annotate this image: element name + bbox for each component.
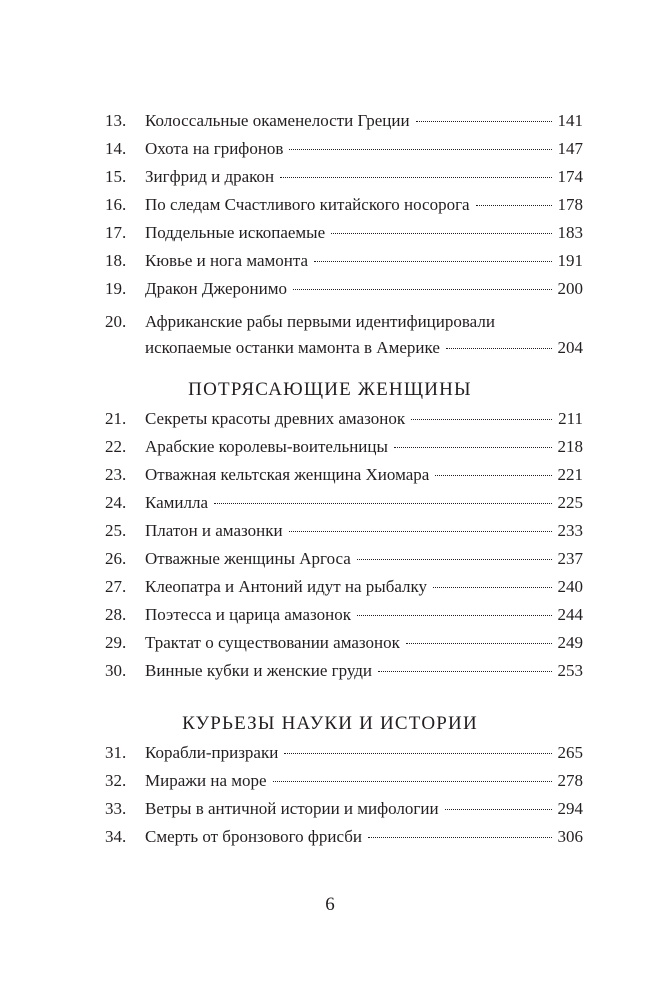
dot-leader bbox=[378, 671, 551, 672]
dot-leader bbox=[368, 837, 552, 838]
dot-leader bbox=[289, 531, 552, 532]
entry-page-number: 183 bbox=[557, 223, 583, 242]
entry-page-number: 211 bbox=[558, 409, 583, 428]
entry-number: 24. bbox=[105, 493, 127, 512]
toc-group-2 bbox=[105, 405, 583, 685]
entry-page-number: 240 bbox=[557, 577, 583, 596]
entry-page-number: 174 bbox=[557, 167, 583, 186]
toc-entry bbox=[105, 767, 583, 795]
entry-page-number: 253 bbox=[557, 661, 583, 680]
section-heading-amazing-women: ПОТРЯСАЮЩИЕ ЖЕНЩИНЫ bbox=[188, 379, 472, 400]
toc-entry bbox=[105, 405, 583, 433]
dot-leader bbox=[445, 809, 552, 810]
entry-title: Ветры в античной истории и мифологии bbox=[145, 799, 439, 818]
entry-number: 19. bbox=[105, 279, 127, 298]
toc-entry bbox=[105, 433, 583, 461]
dot-leader bbox=[416, 121, 552, 122]
toc-entry bbox=[105, 657, 583, 685]
entry-number: 32. bbox=[105, 771, 127, 790]
entry-title: Отважная кельтская женщина Хиомара bbox=[145, 465, 430, 484]
toc-entry bbox=[105, 489, 583, 517]
toc-entry bbox=[105, 629, 583, 657]
dot-leader bbox=[435, 475, 551, 476]
entry-title: Клеопатра и Антоний идут на рыбалку bbox=[145, 577, 428, 596]
entry-title: Миражи на море bbox=[145, 771, 267, 790]
entry-page-number: 200 bbox=[557, 279, 583, 298]
toc-entry bbox=[105, 823, 583, 851]
entry-title: Отважные женщины Аргоса bbox=[145, 549, 351, 568]
toc-entry bbox=[105, 739, 583, 767]
toc-group-1 bbox=[105, 107, 583, 303]
entry-page-number: 237 bbox=[557, 549, 583, 568]
entry-title-line-1: Африканские рабы первыми идентифицировали bbox=[145, 312, 495, 331]
dot-leader bbox=[357, 559, 552, 560]
toc-entry bbox=[105, 517, 583, 545]
entry-title: По следам Счастливого китайского носорога bbox=[145, 195, 470, 214]
dot-leader bbox=[406, 643, 552, 644]
toc-entry bbox=[105, 135, 583, 163]
entry-number: 17. bbox=[105, 223, 127, 242]
entry-number: 33. bbox=[105, 799, 127, 818]
entry-number: 23. bbox=[105, 465, 127, 484]
dot-leader bbox=[357, 615, 552, 616]
toc-entry bbox=[105, 573, 583, 601]
entry-number: 16. bbox=[105, 195, 127, 214]
toc-entry bbox=[105, 275, 583, 303]
entry-page-number: 294 bbox=[557, 799, 583, 818]
entry-title: Кювье и нога мамонта bbox=[145, 251, 309, 270]
toc-entry bbox=[105, 545, 583, 573]
dot-leader bbox=[314, 261, 551, 262]
toc-group-3 bbox=[105, 739, 583, 851]
entry-number: 27. bbox=[105, 577, 127, 596]
entry-page-number: 221 bbox=[557, 465, 583, 484]
entry-number: 15. bbox=[105, 167, 127, 186]
dot-leader bbox=[394, 447, 552, 448]
toc-entry bbox=[105, 219, 583, 247]
entry-number: 26. bbox=[105, 549, 127, 568]
toc-entry bbox=[105, 795, 583, 823]
entry-title: Секреты красоты древних амазонок bbox=[145, 409, 406, 428]
entry-title: Колоссальные окаменелости Греции bbox=[145, 111, 410, 130]
dot-leader bbox=[476, 205, 552, 206]
entry-page-number: 265 bbox=[557, 743, 583, 762]
entry-page-number: 178 bbox=[557, 195, 583, 214]
entry-number: 13. bbox=[105, 111, 127, 130]
dot-leader bbox=[411, 419, 552, 420]
entry-number: 18. bbox=[105, 251, 127, 270]
entry-title: Поддельные ископаемые bbox=[145, 223, 326, 242]
entry-title: Платон и амазонки bbox=[145, 521, 283, 540]
entry-title: Охота на грифонов bbox=[145, 139, 284, 158]
toc-entry bbox=[105, 163, 583, 191]
entry-page-number: 204 bbox=[557, 338, 583, 357]
entry-number: 34. bbox=[105, 827, 127, 846]
toc-entry bbox=[105, 107, 583, 135]
entry-number: 14. bbox=[105, 139, 127, 158]
entry-page-number: 278 bbox=[557, 771, 583, 790]
entry-page-number: 218 bbox=[557, 437, 583, 456]
entry-title: Дракон Джеронимо bbox=[145, 279, 288, 298]
entry-number: 29. bbox=[105, 633, 127, 652]
entry-page-number: 244 bbox=[557, 605, 583, 624]
dot-leader bbox=[284, 753, 551, 754]
entry-title: Зигфрид и дракон bbox=[145, 167, 275, 186]
entry-number: 22. bbox=[105, 437, 127, 456]
entry-title: Смерть от бронзового фрисби bbox=[145, 827, 362, 846]
entry-page-number: 141 bbox=[557, 111, 583, 130]
dot-leader bbox=[280, 177, 551, 178]
entry-number: 30. bbox=[105, 661, 127, 680]
entry-title-line-2: ископаемые останки мамонта в Америке bbox=[145, 338, 440, 357]
entry-title: Арабские королевы-воительницы bbox=[145, 437, 388, 456]
entry-number: 28. bbox=[105, 605, 127, 624]
dot-leader bbox=[289, 149, 551, 150]
dot-leader bbox=[214, 503, 551, 504]
entry-page-number: 225 bbox=[557, 493, 583, 512]
entry-title: Поэтесса и царица амазонок bbox=[145, 605, 351, 624]
entry-number: 20. bbox=[105, 312, 127, 331]
toc-entry bbox=[105, 309, 583, 361]
toc-entry-20 bbox=[105, 309, 583, 361]
toc-entry bbox=[105, 601, 583, 629]
entry-title: Камилла bbox=[145, 493, 209, 512]
toc-entry bbox=[105, 461, 583, 489]
entry-number: 25. bbox=[105, 521, 127, 540]
entry-title: Трактат о существовании амазонок bbox=[145, 633, 400, 652]
toc-entry bbox=[105, 247, 583, 275]
entry-page-number: 233 bbox=[557, 521, 583, 540]
entry-page-number: 191 bbox=[557, 251, 583, 270]
dot-leader bbox=[293, 289, 551, 290]
toc-entry bbox=[105, 191, 583, 219]
dot-leader bbox=[446, 348, 552, 349]
page-number-footer: 6 bbox=[325, 894, 335, 915]
dot-leader bbox=[273, 781, 552, 782]
entry-page-number: 249 bbox=[557, 633, 583, 652]
entry-page-number: 306 bbox=[557, 827, 583, 846]
entry-number: 21. bbox=[105, 409, 127, 428]
entry-page-number: 147 bbox=[557, 139, 583, 158]
entry-title: Винные кубки и женские груди bbox=[145, 661, 373, 680]
entry-title: Корабли-призраки bbox=[145, 743, 279, 762]
entry-number: 31. bbox=[105, 743, 127, 762]
section-heading-curiosities: КУРЬЕЗЫ НАУКИ И ИСТОРИИ bbox=[182, 713, 478, 734]
dot-leader bbox=[331, 233, 551, 234]
dot-leader bbox=[433, 587, 551, 588]
